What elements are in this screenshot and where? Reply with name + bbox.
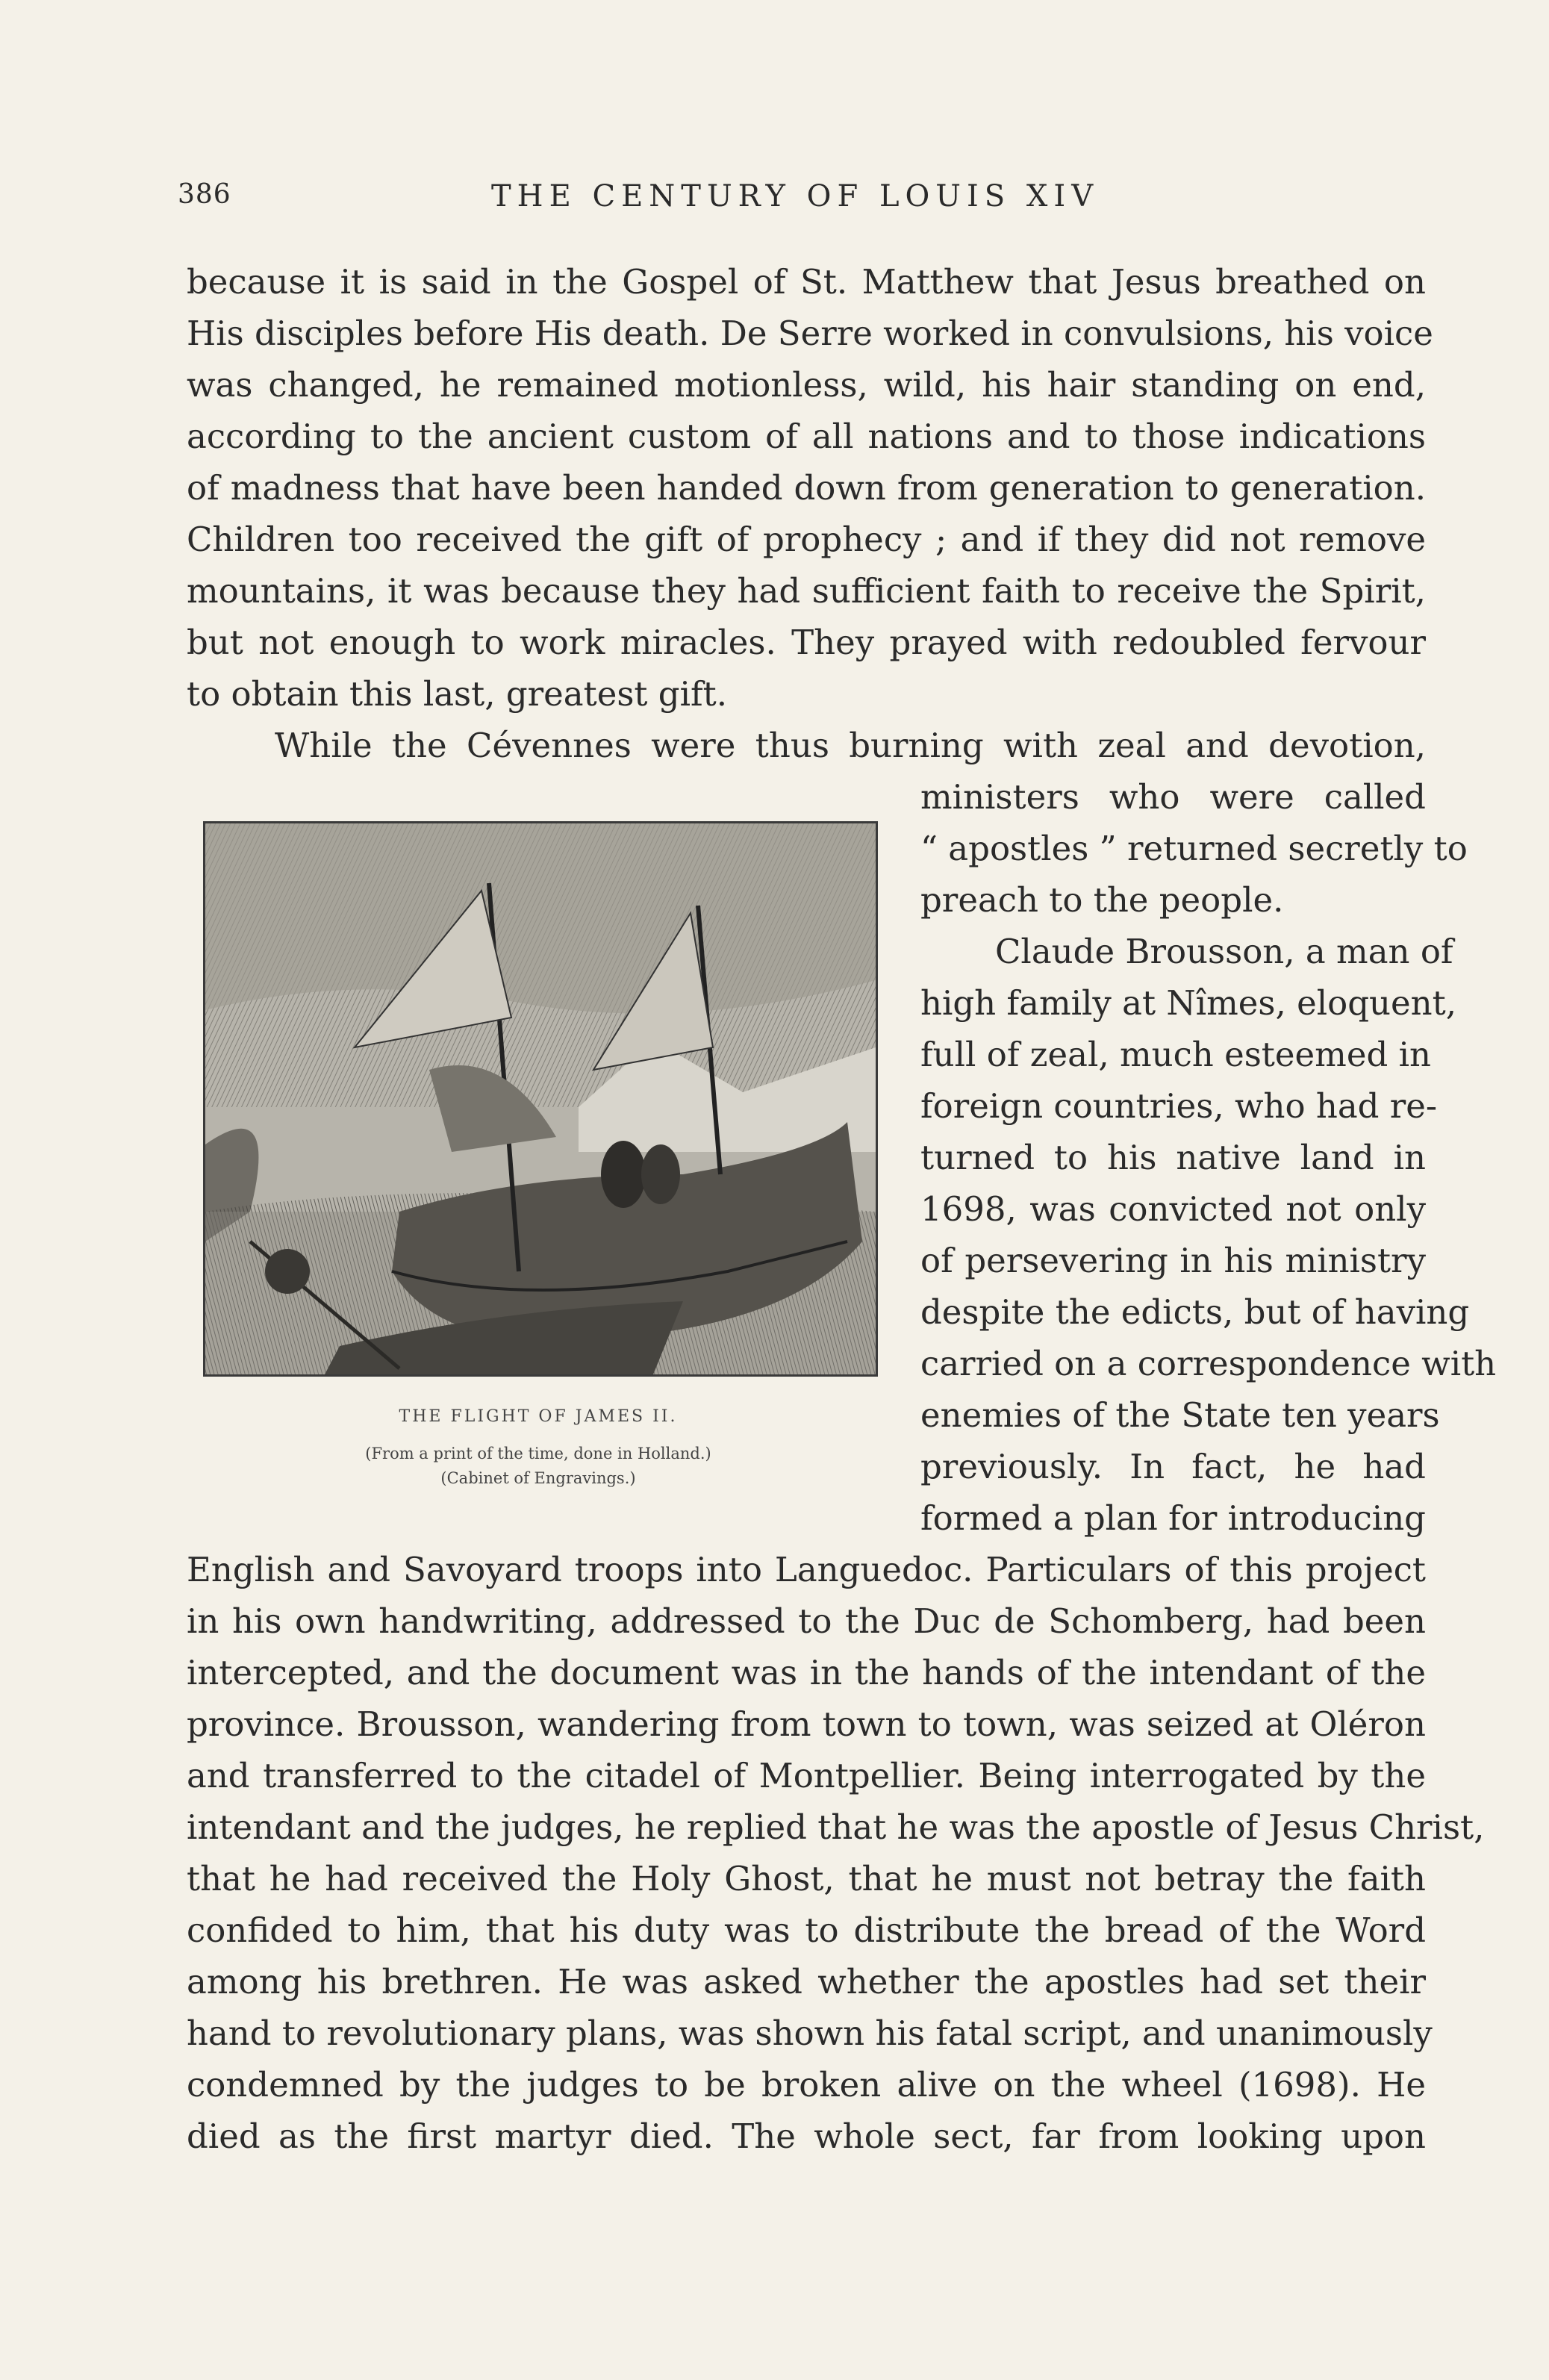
- figure-caption-collection: (Cabinet of Engravings.): [440, 1469, 636, 1487]
- column-line: turned to his native land in: [920, 1138, 1426, 1177]
- text-line: His disciples before His death. De Serre worked in convulsions, his voice: [187, 314, 1433, 353]
- text-line: because it is said in the Gospel of St. Matthew that Jesus breathed on: [187, 262, 1426, 302]
- text-line: in his own handwriting, addressed to the Duc de Schomberg, had been: [187, 1601, 1426, 1641]
- engraving-illustration: [203, 821, 878, 1377]
- column-line: formed a plan for introducing: [920, 1498, 1426, 1538]
- text-line: died as the first martyr died. The whole sect, far from looking upon: [187, 2116, 1426, 2156]
- text-line: hand to revolutionary plans, was shown his fatal script, and unanimously: [187, 2013, 1433, 2053]
- column-line: preach to the people.: [920, 880, 1284, 920]
- ship-engraving: [205, 823, 876, 1374]
- text-line: mountains, it was because they had sufficient faith to receive the Spirit,: [187, 571, 1426, 611]
- figure-caption-title: THE FLIGHT OF JAMES II.: [399, 1407, 678, 1426]
- text-line: English and Savoyard troops into Languedoc. Particulars of this project: [187, 1550, 1426, 1589]
- figure-caption-source: (From a print of the time, done in Holland.): [365, 1445, 711, 1462]
- running-head: [178, 179, 1432, 224]
- column-line: ministers who were called: [920, 777, 1426, 817]
- column-line: enemies of the State ten years: [920, 1395, 1440, 1435]
- column-line: “ apostles ” returned secretly to: [920, 829, 1468, 868]
- text-line: intendant and the judges, he replied that he was the apostle of Jesus Christ,: [187, 1807, 1485, 1847]
- column-line: 1698, was convicted not only: [920, 1189, 1426, 1229]
- column-line: Claude Brousson, a man of: [995, 932, 1453, 971]
- text-line: to obtain this last, greatest gift.: [187, 674, 728, 714]
- column-line: full of zeal, much esteemed in: [920, 1035, 1431, 1074]
- text-line: according to the ancient custom of all nations and to those indications: [187, 417, 1426, 456]
- text-line: and transferred to the citadel of Montpellier. Being interrogated by the: [187, 1756, 1426, 1795]
- text-line: Children too received the gift of prophecy ; and if they did not remove: [187, 520, 1426, 559]
- text-line: intercepted, and the document was in the hands of the intendant of the: [187, 1653, 1426, 1692]
- page-number: 386: [178, 179, 231, 210]
- column-line: foreign countries, who had re-: [920, 1086, 1438, 1126]
- column-line: despite the edicts, but of having: [920, 1292, 1470, 1332]
- text-line: was changed, he remained motionless, wild, his hair standing on end,: [187, 365, 1426, 405]
- running-title: THE CENTURY OF LOUIS XIV: [491, 179, 1100, 214]
- text-line: province. Brousson, wandering from town to town, was seized at Oléron: [187, 1704, 1426, 1744]
- text-line: While the Cévennes were thus burning with zeal and devotion,: [275, 726, 1426, 765]
- text-line: of madness that have been handed down from generation to generation.: [187, 468, 1426, 508]
- text-line: among his brethren. He was asked whether the apostles had set their: [187, 1962, 1426, 2001]
- text-line: but not enough to work miracles. They prayed with redoubled fervour: [187, 623, 1426, 662]
- text-line: confided to him, that his duty was to distribute the bread of the Word: [187, 1910, 1426, 1950]
- text-line: condemned by the judges to be broken alive on the wheel (1698). He: [187, 2065, 1426, 2105]
- column-line: previously. In fact, he had: [920, 1447, 1426, 1486]
- column-line: high family at Nîmes, eloquent,: [920, 983, 1457, 1023]
- column-line: of persevering in his ministry: [920, 1241, 1426, 1280]
- text-line: that he had received the Holy Ghost, that he must not betray the faith: [187, 1859, 1426, 1898]
- column-line: carried on a correspondence with: [920, 1344, 1497, 1383]
